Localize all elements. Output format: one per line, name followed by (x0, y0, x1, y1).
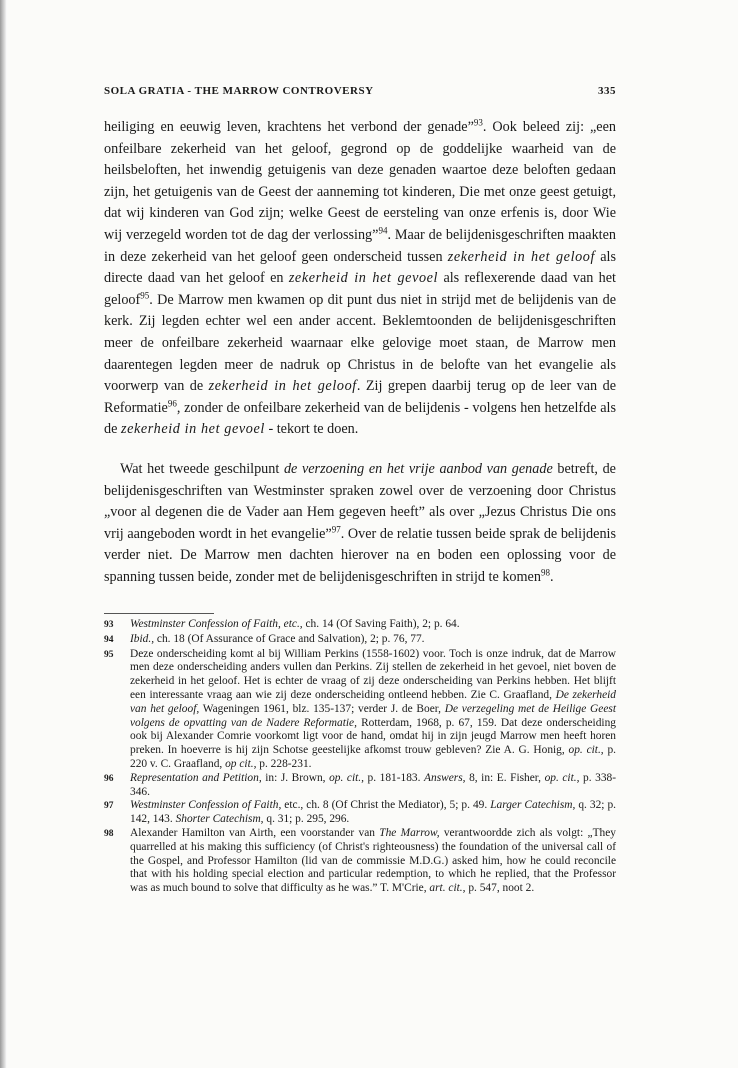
footnote-emphasis: Ibid., (130, 632, 155, 645)
footnote-ref-94[interactable]: 94 (378, 225, 388, 236)
text-run: . Zij grepen daarbij terug op de leer van de Reformatie (104, 378, 617, 416)
footnote-text-run: Deze onderscheiding komt al bij William Perkins (1558-1602) voor. Toch is onze indruk, dat de Marrow men deze onderscheiding anders vullen dan Perkins. Zij stellen de zekerheid in het gevoel, niet boven de zekerheid in het geloof. Het is echter de vraag of zij deze onderscheiding van Perkins hebben. Het blijft een interessante vraag aan wie zij deze onderscheiding ontleend hebben. Zie C. Graafland, (130, 647, 616, 701)
footnote-emphasis: art. cit., (429, 882, 466, 895)
footnote-94 (104, 633, 616, 648)
footnote-ref-96[interactable]: 96 (167, 397, 177, 408)
footnote-text-run: Rotterdam, 1968, p. 67, 159. Dat deze onderscheiding ook bij Alexander Comrie voorkomt ligt voor de hand, omdat hij in zijn jeugd Marrow men heeft horen preken. In hoeverre is hij zijn Schotse geestelijke afkomst trouw gebleven? Zie A. G. Honig, (130, 716, 616, 757)
footnote-96 (104, 772, 616, 800)
footnote-emphasis: op cit., (225, 757, 257, 770)
footnote-text (130, 648, 616, 772)
text-run: als directe daad van het geloof en (104, 248, 616, 287)
text-run: heiliging en eeuwig leven, krachtens het verbond der genade” (104, 119, 474, 135)
footnote-number: 95 (104, 649, 114, 660)
footnote-number: 97 (104, 801, 114, 812)
footnote-separator (104, 613, 214, 614)
footnote-text-run: p. 228-231. (256, 757, 312, 770)
footnote-98 (104, 827, 616, 896)
text-run: als reflexerende daad van het geloof (104, 270, 617, 308)
footnote-text (130, 827, 616, 896)
footnote-text (130, 618, 616, 633)
footnote-text-run: etc., ch. 8 (Of Christ the Mediator), 5; p. 49. (281, 799, 491, 812)
emphasis: zekerheid in het gevoel (120, 421, 265, 438)
text-run: , zonder de onfeilbare zekerheid van de belijdenis - volgens hen hetzelfde als de (104, 399, 616, 438)
footnote-text-run: p. 181-183. (363, 771, 425, 784)
footnote-text-run: 8, in: E. Fisher, (465, 771, 545, 784)
footnote-number: 93 (104, 620, 114, 630)
footnote-text-run: p. 220 v. C. Graafland, (130, 744, 617, 770)
text-run: . Maar de belijdenisgeschriften maakten in deze zekerheid van het geloof geen onderscheid tussen (104, 226, 616, 265)
emphasis: de verzoening en het vrije aanbod van genade (283, 460, 553, 477)
text-run: . Ook beleed zij: „een onfeilbare zekerheid van het geloof, gegrond op de goddelijke waarheid van de heilsbeloften, het inwendig getuigenis van deze genaden waartoe deze beloften gedaan zijn, het getuigenis van de Geest der aanneming tot kinderen, Die met onze geest getuigt, dat wij kinderen van God zijn; welke Geest de eersteling van onze erfenis is, door Wie wij verzegeld worden tot de dag der verlossing” (104, 119, 616, 243)
text-run: - tekort te doen. (264, 421, 359, 438)
footnote-text (130, 799, 616, 827)
footnote-number: 98 (104, 828, 114, 839)
running-head (104, 85, 616, 97)
footnote-emphasis: op. cit., (329, 771, 364, 784)
footnote-emphasis: op. cit., (544, 771, 580, 784)
footnote-97 (104, 799, 616, 827)
running-head-title: SOLA GRATIA - THE MARROW CONTROVERSY (104, 85, 374, 97)
emphasis: zekerheid in het geloof (208, 378, 357, 395)
footnote-text (130, 633, 616, 648)
body-text (104, 117, 616, 588)
paragraph-2 (104, 459, 616, 589)
footnote-number: 94 (104, 634, 114, 645)
footnote-text-run: p. 338-346. (130, 771, 617, 798)
paragraph-1 (104, 117, 616, 441)
footnote-text (130, 772, 616, 800)
footnote-text-run: Alexander Hamilton van Airth, een voorstander van (130, 826, 380, 839)
footnote-text-run: verantwoordde zich als volgt: „They quarrelled at his making this sufficiency (of Christ's righteousness) the foundation of the universal call of the Gospel, and Professor Hamilton (lid van de commissie M.D.G.) asked him, how he could reconcile that with his holding special election and particular redemption, to which he replied, that the Professor was as much bound to solve that difficulty as he was.” T. M'Crie, (130, 826, 616, 895)
footnote-95 (104, 648, 616, 772)
footnote-text-run: in: J. Brown, (261, 771, 330, 784)
footnotes (104, 618, 616, 896)
footnote-text-run: ch. 18 (Of Assurance of Grace and Salvation), 2; p. 76, 77. (154, 632, 425, 645)
text-run: Wat het tweede geschilpunt (120, 460, 284, 477)
footnote-ref-93[interactable]: 93 (473, 117, 483, 128)
footnote-text-run: ch. 14 (Of Saving Faith), 2; p. 64. (302, 618, 460, 630)
footnote-emphasis: Westminster Confession of Faith, (130, 799, 282, 812)
footnote-ref-95[interactable]: 95 (140, 290, 150, 301)
footnote-emphasis: Larger Catechism, (490, 799, 576, 812)
footnote-ref-97[interactable]: 97 (331, 523, 341, 534)
footnote-text-run: q. 31; p. 295, 296. (263, 813, 350, 826)
text-run: . (549, 568, 554, 585)
page-binding-shadow (0, 0, 7, 1068)
text-run: . Over de relatie tussen beide sprak de belijdenis verder niet. De Marrow men dachten hierover na en boden een oplossing voor de spanning tussen beide, zonder met de belijdenisgeschriften in strijd te komen (104, 525, 616, 585)
footnote-ref-98[interactable]: 98 (540, 567, 550, 578)
footnote-93 (104, 618, 616, 633)
footnote-emphasis: The Marrow, (379, 826, 440, 839)
footnote-emphasis: op. cit., (568, 744, 604, 757)
footnote-emphasis: Answers, (424, 771, 466, 784)
footnote-emphasis: De verzegeling met de Heilige Geest volgens de opvatting van de Nadere Reformatie, (130, 702, 616, 729)
footnote-emphasis: De zekerheid van het geloof, (130, 688, 616, 715)
footnote-emphasis: Westminster Confession of Faith, etc., (130, 618, 303, 630)
footnote-emphasis: Shorter Catechism, (175, 813, 264, 826)
footnote-emphasis: Representation and Petition, (130, 771, 262, 784)
footnote-text-run: q. 32; p. 142, 143. (130, 799, 617, 826)
text-run: . De Marrow men kwamen op dit punt dus niet in strijd met de belijdenis van de kerk. Zij legden echter wel een ander accent. Beklemtoonden de belijdenisgeschriften meer de onfeilbare zekerheid waarnaar elke gelovige moet staan, de Marrow men daarentegen legden meer de nadruk op Christus in de belofte van het evangelie als voorwerp van de (104, 291, 616, 395)
footnote-number: 96 (104, 773, 114, 784)
footnote-text-run: p. 547, noot 2. (465, 882, 535, 895)
page-number: 335 (598, 85, 616, 97)
emphasis: zekerheid in het gevoel (288, 270, 439, 287)
text-run: betreft, de belijdenisgeschriften van Westminster spraken zowel over de verzoening door Christus „voor al degenen die de Vader aan Hem gegeven heeft” als over „Jezus Christus Die ons vrij aangeboden wordt in het evangelie” (104, 460, 616, 542)
footnote-text-run: Wageningen 1961, blz. 135-137; verder J. de Boer, (199, 702, 445, 715)
emphasis: zekerheid in het geloof (447, 248, 596, 265)
